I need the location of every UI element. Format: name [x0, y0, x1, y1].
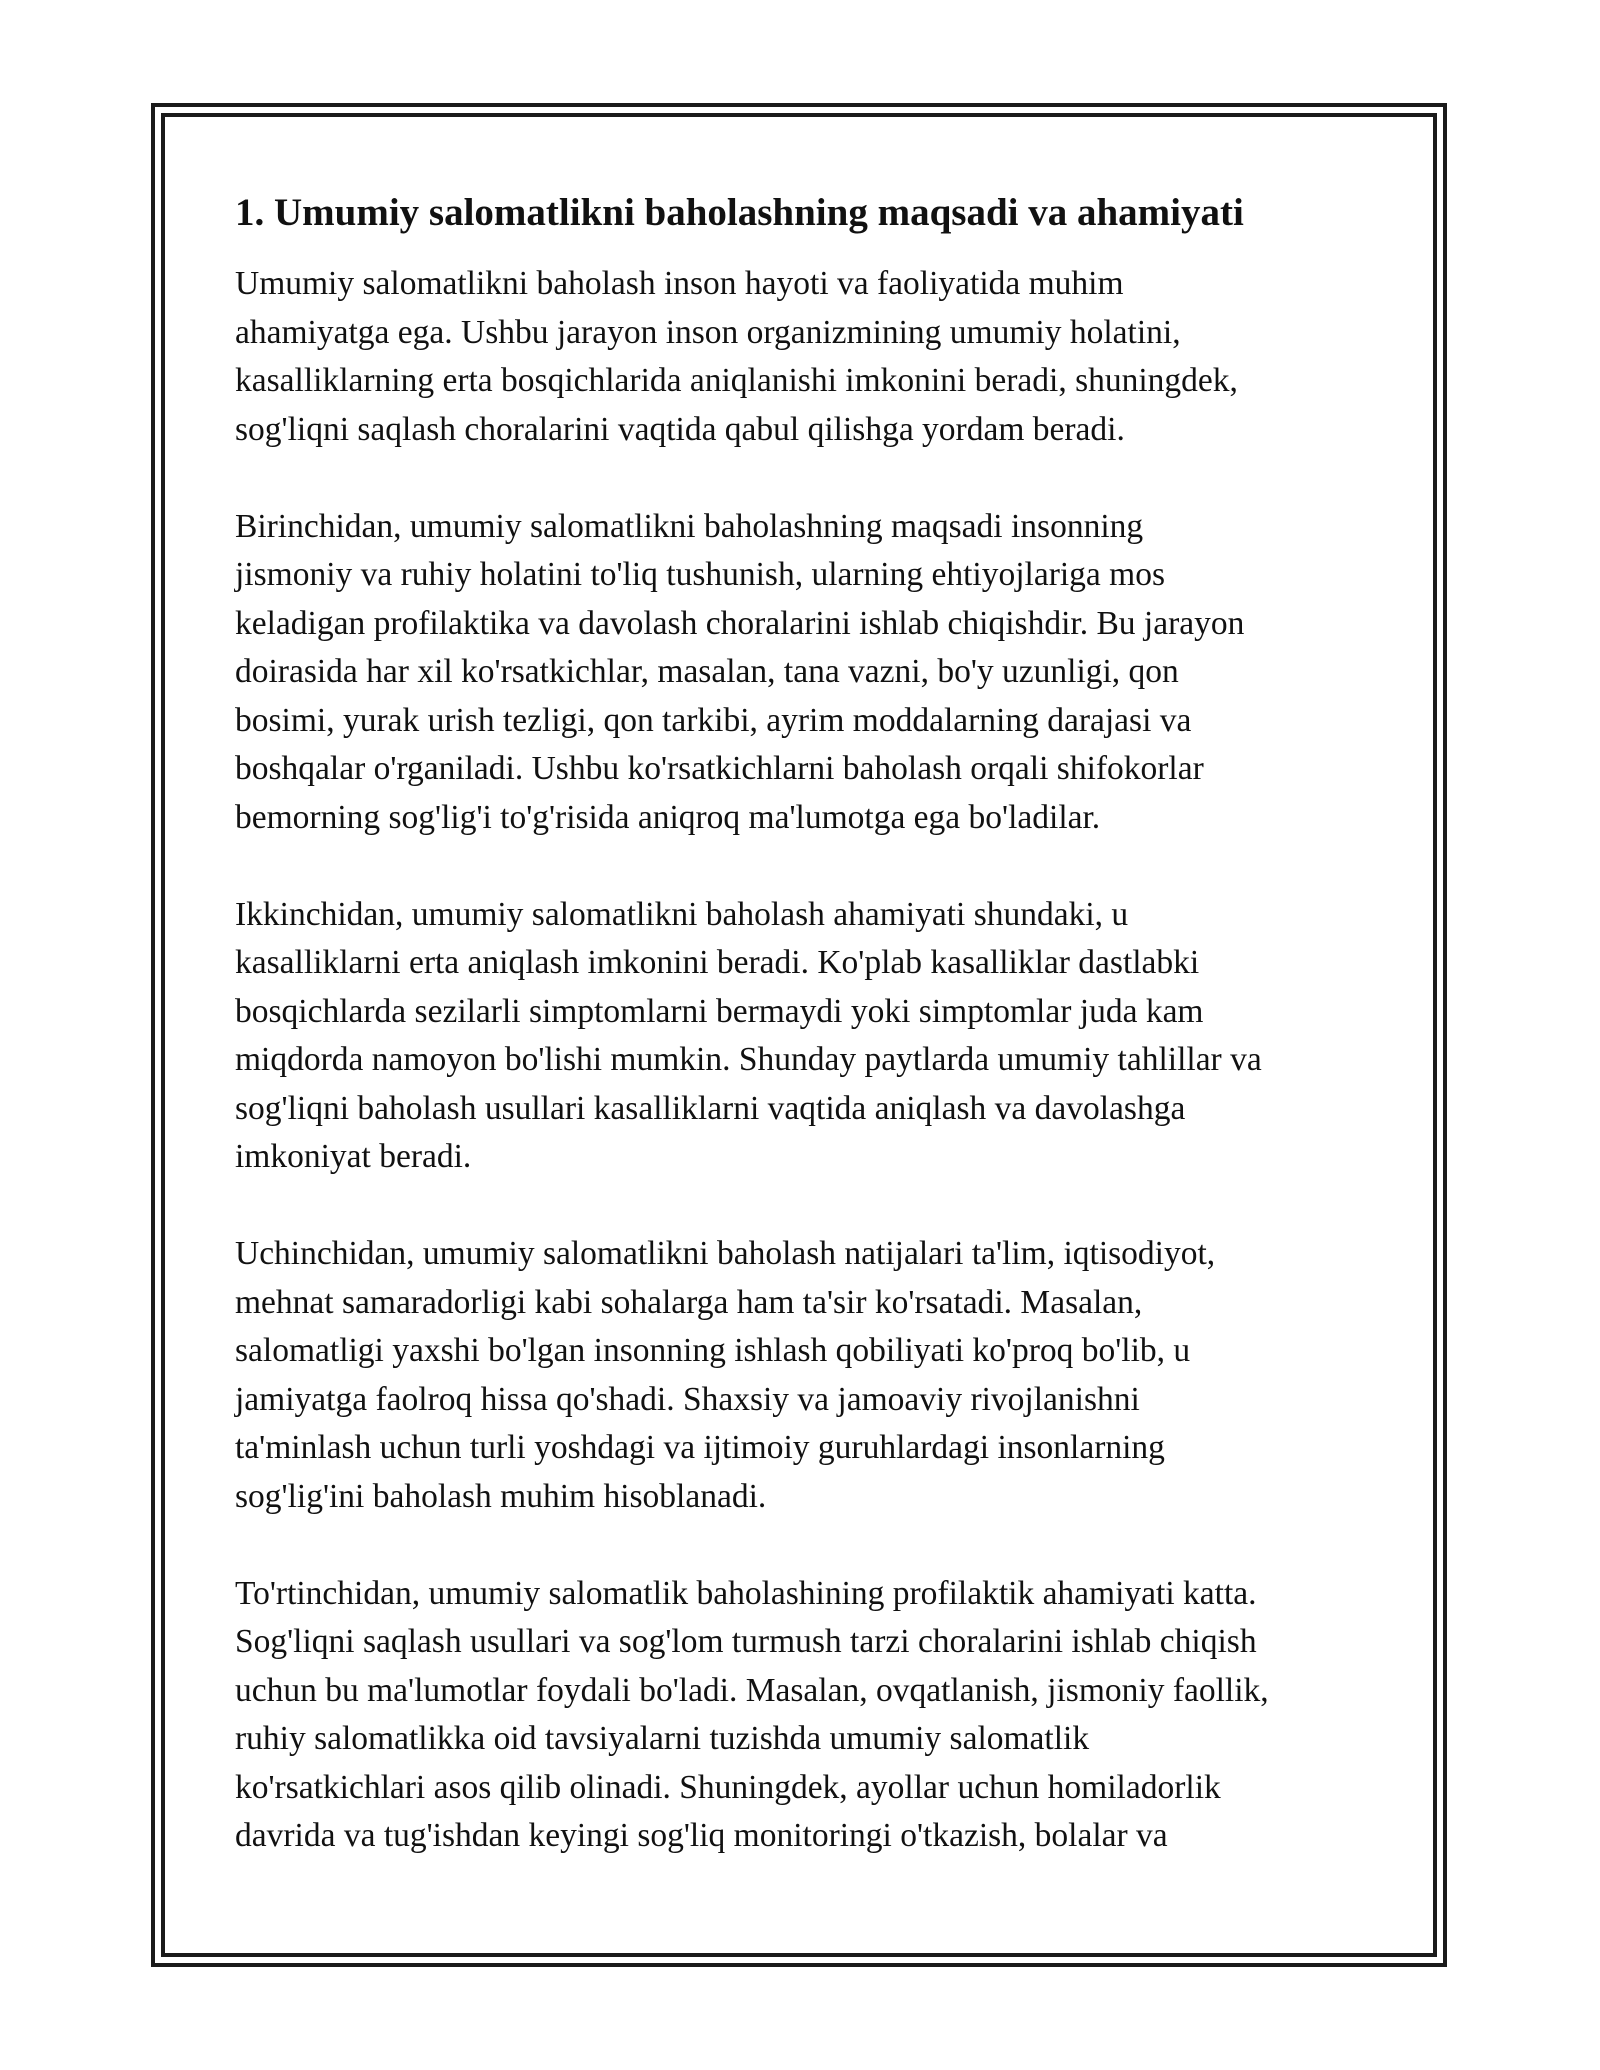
text-line: ta'minlash uchun turli yoshdagi va ijtimoiy guruhlardagi insonlarning: [235, 1429, 1165, 1466]
text-line: ahamiyatga ega. Ushbu jarayon inson organizmining umumiy holatini,: [235, 313, 1181, 351]
text-line: keladigan profilaktika va davolash choralarini ishlab chiqishdir. Bu jarayon: [235, 604, 1245, 642]
text-line: mehnat samaradorligi kabi sohalarga ham ta'sir ko'rsatadi. Masalan,: [235, 1283, 1143, 1321]
text-line: imkoniyat beradi.: [235, 1138, 472, 1175]
paragraph-list: [235, 260, 1375, 1861]
text-line: Umumiy salomatlikni baholash inson hayoti va faoliyatida muhim: [235, 265, 1124, 302]
text-line: bemorning sog'lig'i to'g'risida aniqroq ma'lumotga ega bo'ladilar.: [235, 798, 1101, 836]
document-body: [235, 188, 1375, 1909]
text-line: jamiyatga faolroq hissa qo'shadi. Shaxsiy va jamoaviy rivojlanishni: [235, 1380, 1140, 1418]
text-line: bosimi, yurak urish tezligi, qon tarkibi, ayrim moddalarning darajasi va: [235, 701, 1192, 739]
text-line: kasalliklarning erta bosqichlarida aniqlanishi imkonini beradi, shuningdek,: [235, 362, 1238, 399]
paragraph: [235, 1570, 1375, 1861]
text-line: boshqalar o'rganiladi. Ushbu ko'rsatkichlarni baholash orqali shifokorlar: [235, 750, 1204, 787]
text-line: miqdorda namoyon bo'lishi mumkin. Shunday paytlarda umumiy tahlillar va: [235, 1041, 1262, 1078]
paragraph: [235, 891, 1375, 1182]
text-line: ko'rsatkichlari asos qilib olinadi. Shuningdek, ayollar uchun homiladorlik: [235, 1768, 1221, 1806]
text-line: kasalliklarni erta aniqlash imkonini beradi. Ko'plab kasalliklar dastlabki: [235, 944, 1200, 981]
text-line: sog'liqni saqlash choralarini vaqtida qabul qilishga yordam beradi.: [235, 410, 1125, 448]
text-line: sog'liqni baholash usullari kasalliklarni vaqtida aniqlash va davolashga: [235, 1089, 1186, 1127]
text-line: ruhiy salomatlikka oid tavsiyalarni tuzishda umumiy salomatlik: [235, 1720, 1090, 1757]
text-line: Birinchidan, umumiy salomatlikni baholashning maqsadi insonning: [235, 507, 1144, 545]
paragraph: [235, 260, 1375, 454]
text-line: Sog'liqni saqlash usullari va sog'lom turmush tarzi choralarini ishlab chiqish: [235, 1623, 1257, 1660]
text-line: jismoniy va ruhiy holatini to'liq tushunish, ularning ehtiyojlariga mos: [235, 556, 1166, 593]
text-line: Uchinchidan, umumiy salomatlikni baholash natijalari ta'lim, iqtisodiyot,: [235, 1235, 1216, 1272]
text-line: salomatligi yaxshi bo'lgan insonning ishlash qobiliyati ko'proq bo'lib, u: [235, 1332, 1191, 1369]
text-line: uchun bu ma'lumotlar foydali bo'ladi. Masalan, ovqatlanish, jismoniy faollik,: [235, 1671, 1269, 1709]
text-line: To'rtinchidan, umumiy salomatlik baholashining profilaktik ahamiyati katta.: [235, 1574, 1257, 1612]
text-line: doirasida har xil ko'rsatkichlar, masalan, tana vazni, bo'y uzunligi, qon: [235, 653, 1179, 690]
text-line: davrida va tug'ishdan keyingi sog'liq monitoringi o'tkazish, bolalar va: [235, 1817, 1168, 1854]
paragraph: [235, 1230, 1375, 1521]
paragraph: [235, 503, 1375, 843]
text-line: sog'lig'ini baholash muhim hisoblanadi.: [235, 1477, 767, 1515]
text-line: Ikkinchidan, umumiy salomatlikni baholash ahamiyati shundaki, u: [235, 895, 1129, 933]
section-heading: 1. Umumiy salomatlikni baholashning maqsadi va ahamiyati: [235, 191, 1244, 234]
text-line: bosqichlarda sezilarli simptomlarni bermaydi yoki simptomlar juda kam: [235, 992, 1204, 1030]
